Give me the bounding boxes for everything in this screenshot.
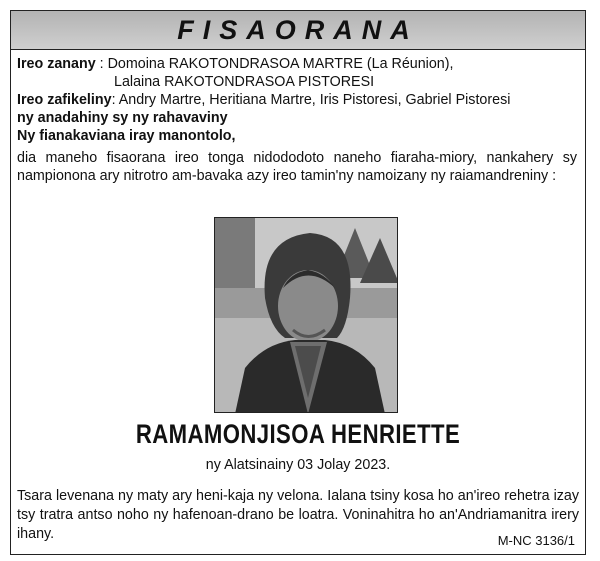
children-label: Ireo zanany [17,56,96,72]
child-2: Lalaina RAKOTONDRASOA PISTORESI [114,74,375,90]
grandchildren-label: Ireo zafikeliny [17,92,112,108]
children-line-1 [17,55,577,73]
intro-paragraph: dia maneho fisaorana ireo tonga nidododoto naneho fiaraha-miory, nankahery sy nampionona ary nitrotro am-bavaka azy ireo tamin'ny namoizany ny raiamandreniny : [17,150,577,184]
child-1: Domoina RAKOTONDRASOA MARTRE (La Réunion), [107,56,454,72]
siblings-line: ny anadahiny sy ny rahavaviny [17,110,228,126]
deceased-name: RAMAMONJISOA HENRIETTE [135,419,461,449]
closing-paragraph: Tsara levenana ny maty ary heni-kaja ny velona. Ialana tsiny kosa ho an'ireo rehetra izay tsy tratra antso noho ny hafenoan-drano be loatra. Voninahitra ho an'Andriamanitra irery ihany. [17,488,579,542]
announcement-title: FISAORANA [177,14,419,45]
children-line-2 [17,73,577,91]
grandchildren-separator: : [111,92,119,108]
announcement-body [17,55,577,185]
reference-code: M-NC 3136/1 [497,533,575,548]
header-banner [11,11,585,50]
grandchildren-line [17,91,577,109]
portrait-image [215,218,398,413]
death-date: ny Alatsinainy 03 Jolay 2023. [205,457,391,473]
grandchildren-names: Andry Martre, Heritiana Martre, Iris Pistoresi, Gabriel Pistoresi [118,92,511,108]
children-separator: : [95,56,108,72]
family-line: Ny fianakaviana iray manontolo, [17,128,236,144]
announcement-frame [10,10,586,555]
portrait-photo [214,217,398,413]
